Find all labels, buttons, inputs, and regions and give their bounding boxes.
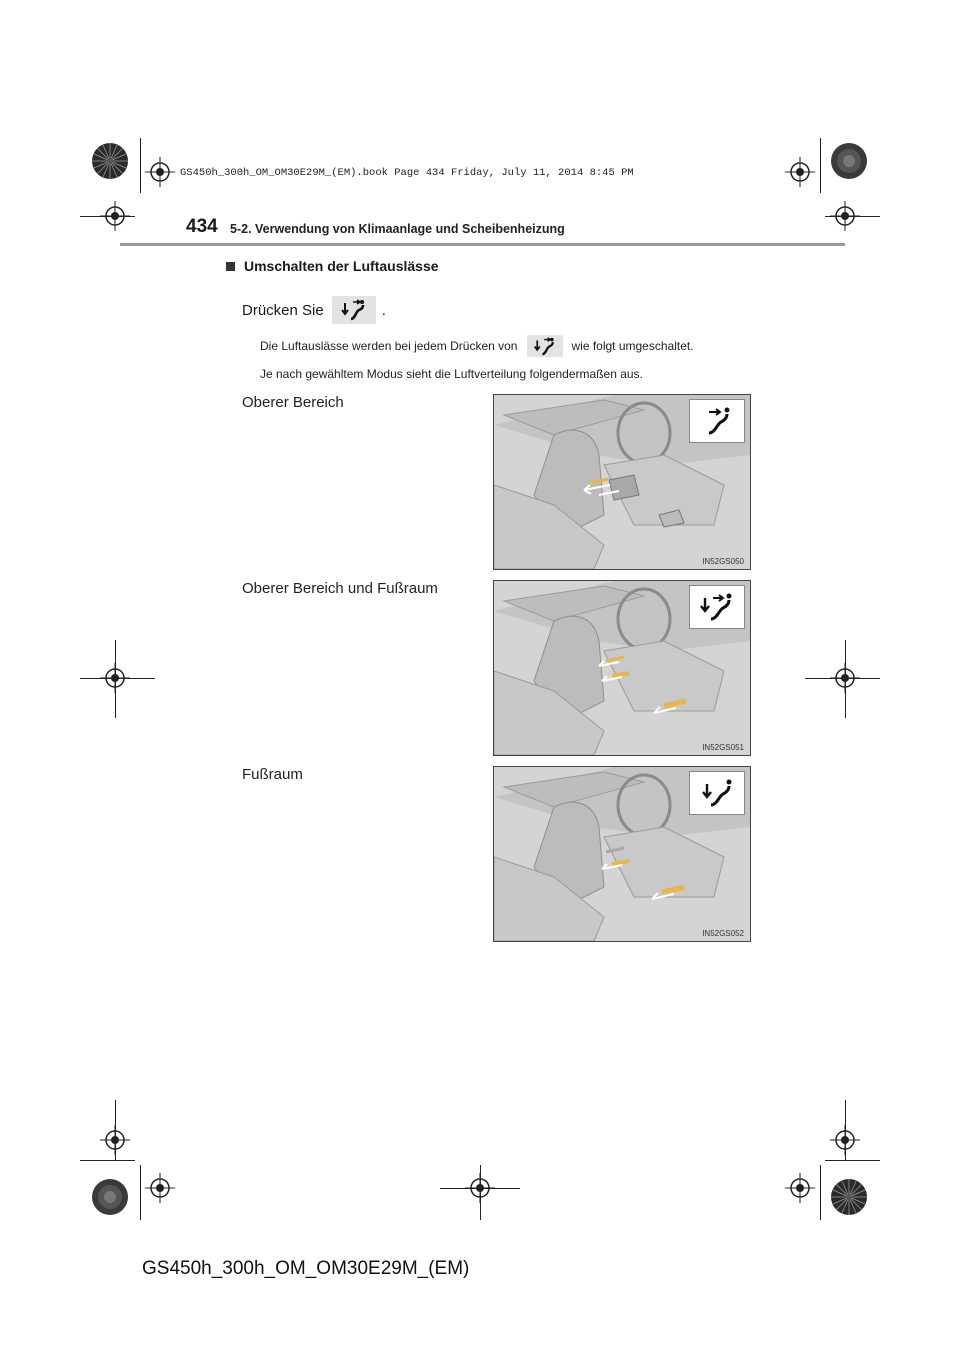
square-bullet-icon [226, 262, 235, 271]
registration-target-icon [100, 663, 130, 693]
note1-prefix: Die Luftauslässe werden bei jedem Drücken von [260, 339, 518, 353]
color-rosette-icon [91, 142, 129, 180]
page-number: 434 [186, 216, 218, 237]
figure-upper-and-foot-vents [493, 580, 751, 756]
instruction-suffix: . [381, 301, 386, 319]
airflow-mode-icon [332, 296, 376, 324]
registration-target-icon [830, 1125, 860, 1155]
registration-target-icon [830, 201, 860, 231]
bi-level-vent-icon [689, 585, 745, 629]
figure-foot-vents [493, 766, 751, 942]
note-switch-cycle [260, 335, 694, 357]
note-distribution: Je nach gewähltem Modus sieht die Luftverteilung folgendermaßen aus. [260, 367, 643, 381]
figure-upper-vents [493, 394, 751, 570]
note1-suffix: wie folgt umgeschaltet. [571, 339, 694, 353]
mode-label-upper: Oberer Bereich [242, 394, 344, 411]
header-rule [120, 243, 845, 246]
registration-target-icon [465, 1173, 495, 1203]
mode-label-upper-and-foot: Oberer Bereich und Fußraum [242, 580, 438, 597]
registration-target-icon [830, 663, 860, 693]
color-rosette-icon [830, 1178, 868, 1216]
registration-target-icon [145, 1173, 175, 1203]
instruction [242, 296, 386, 324]
registration-target-icon [100, 201, 130, 231]
document-code: GS450h_300h_OM_OM30E29M_(EM) [142, 1258, 470, 1279]
face-vent-icon [689, 399, 745, 443]
subheading [226, 258, 439, 274]
registration-target-icon [145, 157, 175, 187]
figure-code: IN52GS050 [702, 557, 744, 566]
registration-target-icon [100, 1125, 130, 1155]
registration-target-icon [785, 1173, 815, 1203]
file-stamp: GS450h_300h_OM_OM30E29M_(EM).book Page 434 Friday, July 11, 2014 8:45 PM [180, 167, 634, 179]
section-title: 5-2. Verwendung von Klimaanlage und Scheibenheizung [230, 222, 565, 236]
figure-code: IN52GS051 [702, 743, 744, 752]
registration-target-icon [785, 157, 815, 187]
mode-label-foot: Fußraum [242, 766, 303, 783]
instruction-prefix: Drücken Sie [242, 301, 324, 319]
subheading-text: Umschalten der Luftauslässe [244, 258, 439, 274]
figure-code: IN52GS052 [702, 929, 744, 938]
airflow-mode-icon [527, 335, 563, 357]
color-rosette-icon [91, 1178, 129, 1216]
color-rosette-icon [830, 142, 868, 180]
foot-vent-icon [689, 771, 745, 815]
